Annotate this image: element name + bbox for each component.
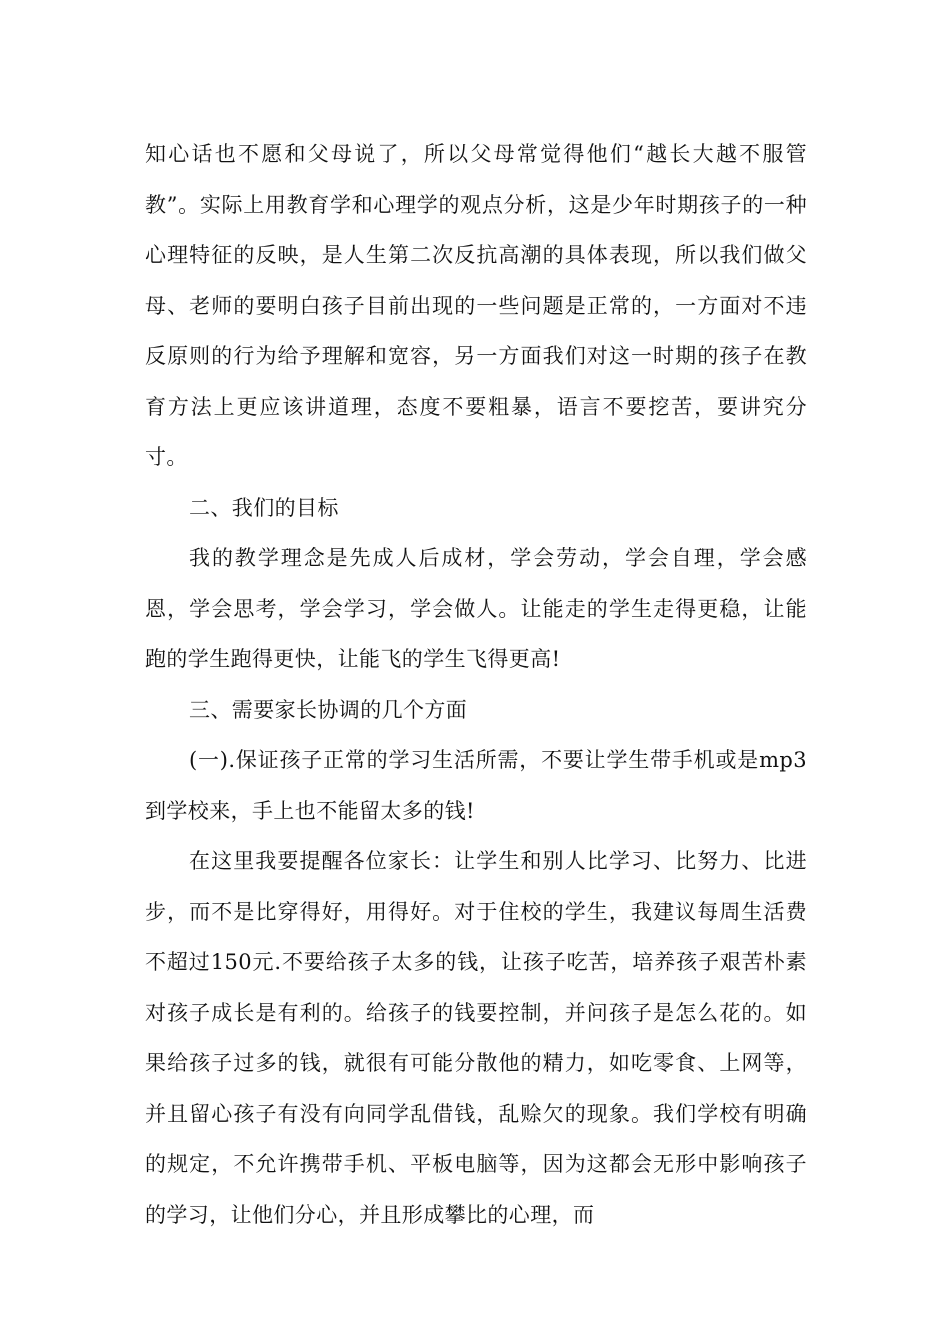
paragraph-reminder: 在这里我要提醒各位家长：让学生和别人比学习、比努力、比进步，而不是比穿得好，用得好。对于住校的学生，我建议每周生活费不超过150元.不要给孩子太多的钱，让孩子吃苦，培养孩子艰苦朴素对孩子成长是有利的。给孩子的钱要控制，并问孩子是怎么花的。如果给孩子过多的钱，就很有可能分散他的精力，如吃零食、上网等，并且留心孩子有没有向同学乱借钱，乱赊欠的现象。我们学校有明确的规定，不允许携带手机、平板电脑等，因为这都会无形中影响孩子的学习，让他们分心，并且形成攀比的心理，而: [145, 849, 807, 1227]
section-heading-parent-coordination: 三、需要家长协调的几个方面: [189, 697, 468, 722]
document-body: [145, 129, 807, 1240]
paragraph-item-one: (一).保证孩子正常的学习生活所需，不要让学生带手机或是mp3到学校来，手上也不能留太多的钱!: [145, 748, 807, 823]
paragraph-continuation: 知心话也不愿和父母说了，所以父母常觉得他们“越长大越不服管教”。实际上用教育学和心理学的观点分析，这是少年时期孩子的一种心理特征的反映，是人生第二次反抗高潮的具体表现，所以我们做父母、老师的要明白孩子目前出现的一些问题是正常的，一方面对不违反原则的行为给予理解和宽容，另一方面我们对这一时期的孩子在教育方法上更应该讲道理，态度不要粗暴，语言不要挖苦，要讲究分寸。: [145, 142, 807, 469]
paragraph-teaching-philosophy: 我的教学理念是先成人后成材，学会劳动，学会自理，学会感恩，学会思考，学会学习，学会做人。让能走的学生走得更稳，让能跑的学生跑得更快，让能飞的学生飞得更高!: [145, 546, 807, 671]
section-heading-goals: 二、我们的目标: [189, 495, 339, 520]
